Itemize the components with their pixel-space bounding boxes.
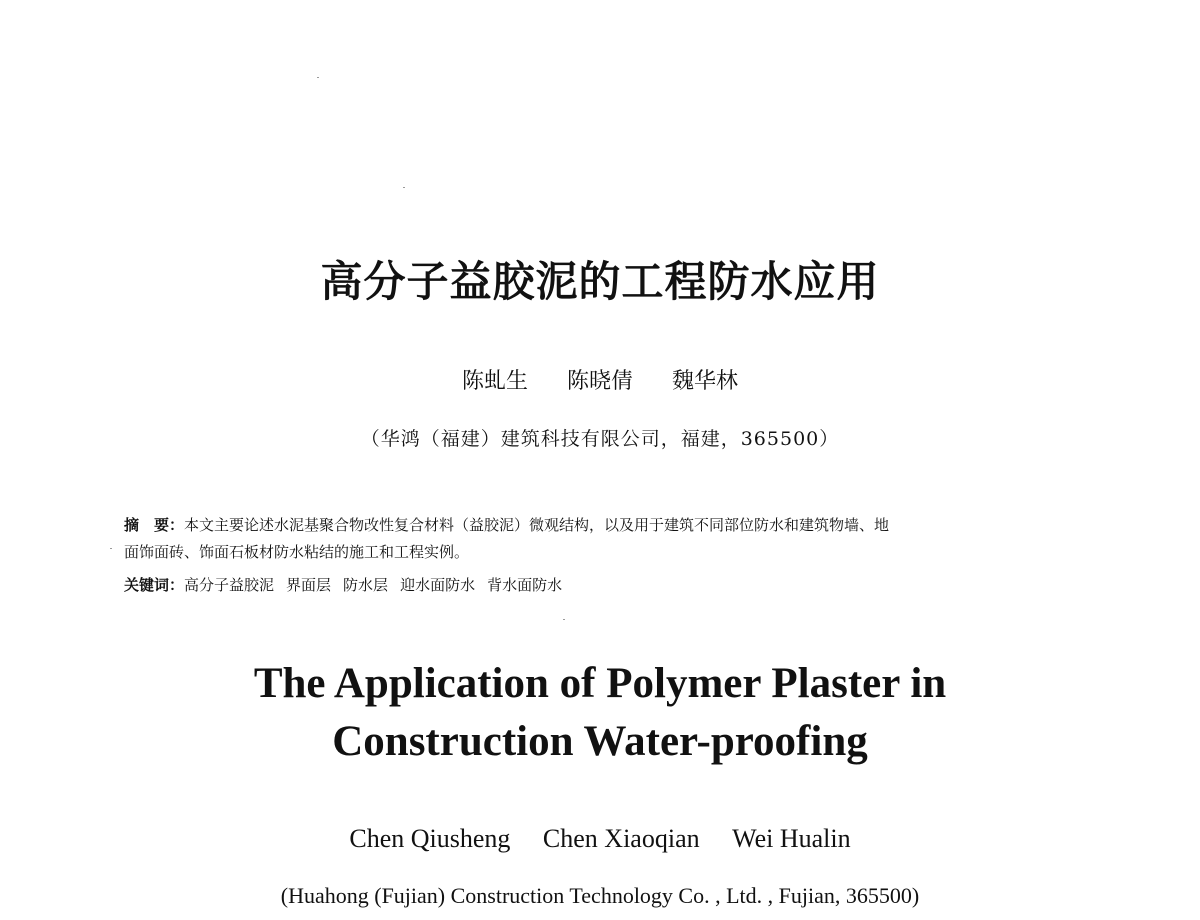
chinese-title: 高分子益胶泥的工程防水应用 bbox=[320, 257, 880, 306]
abstract-line-1 bbox=[124, 512, 1084, 539]
chinese-affiliation: （华鸿（福建）建筑科技有限公司，福建，365500） bbox=[360, 428, 840, 450]
keyword-item: 迎水面防水 bbox=[400, 576, 476, 594]
author-1-cn: 陈虬生 bbox=[461, 369, 528, 394]
english-title bbox=[0, 655, 1200, 771]
abstract-text-1: 本文主要论述水泥基聚合物改性复合材料（益胶泥）微观结构，以及用于建筑不同部位防水和建筑物墙、地 bbox=[184, 516, 890, 534]
author-3-en: Wei Hualin bbox=[732, 824, 851, 853]
scan-speck bbox=[110, 548, 112, 549]
keyword-item: 背水面防水 bbox=[487, 576, 563, 594]
keywords bbox=[124, 572, 1084, 599]
author-3-cn: 魏华林 bbox=[672, 369, 739, 394]
author-2-en: Chen Xiaoqian bbox=[542, 824, 700, 853]
keyword-item: 高分子益胶泥 bbox=[184, 576, 275, 594]
keyword-item: 防水层 bbox=[343, 576, 389, 594]
author-2-cn: 陈晓倩 bbox=[566, 369, 633, 394]
scan-speck bbox=[563, 619, 565, 620]
english-authors bbox=[0, 822, 1200, 856]
english-title-line-2: Construction Water-proofing bbox=[332, 718, 868, 765]
abstract-label: 摘 要： bbox=[124, 516, 185, 534]
author-1-en: Chen Qiusheng bbox=[349, 824, 511, 853]
keywords-label: 关键词： bbox=[124, 576, 185, 594]
english-title-line-1: The Application of Polymer Plaster in bbox=[253, 660, 947, 707]
english-affiliation: (Huahong (Fujian) Construction Technology Co. , Ltd. , Fujian, 365500) bbox=[280, 883, 920, 908]
scan-speck bbox=[403, 187, 405, 188]
abstract bbox=[124, 512, 1084, 566]
keyword-item: 界面层 bbox=[286, 576, 332, 594]
abstract-text-2: 面饰面砖、饰面石板材防水粘结的施工和工程实例。 bbox=[124, 543, 470, 561]
scan-speck bbox=[317, 77, 319, 78]
chinese-authors bbox=[0, 367, 1200, 397]
